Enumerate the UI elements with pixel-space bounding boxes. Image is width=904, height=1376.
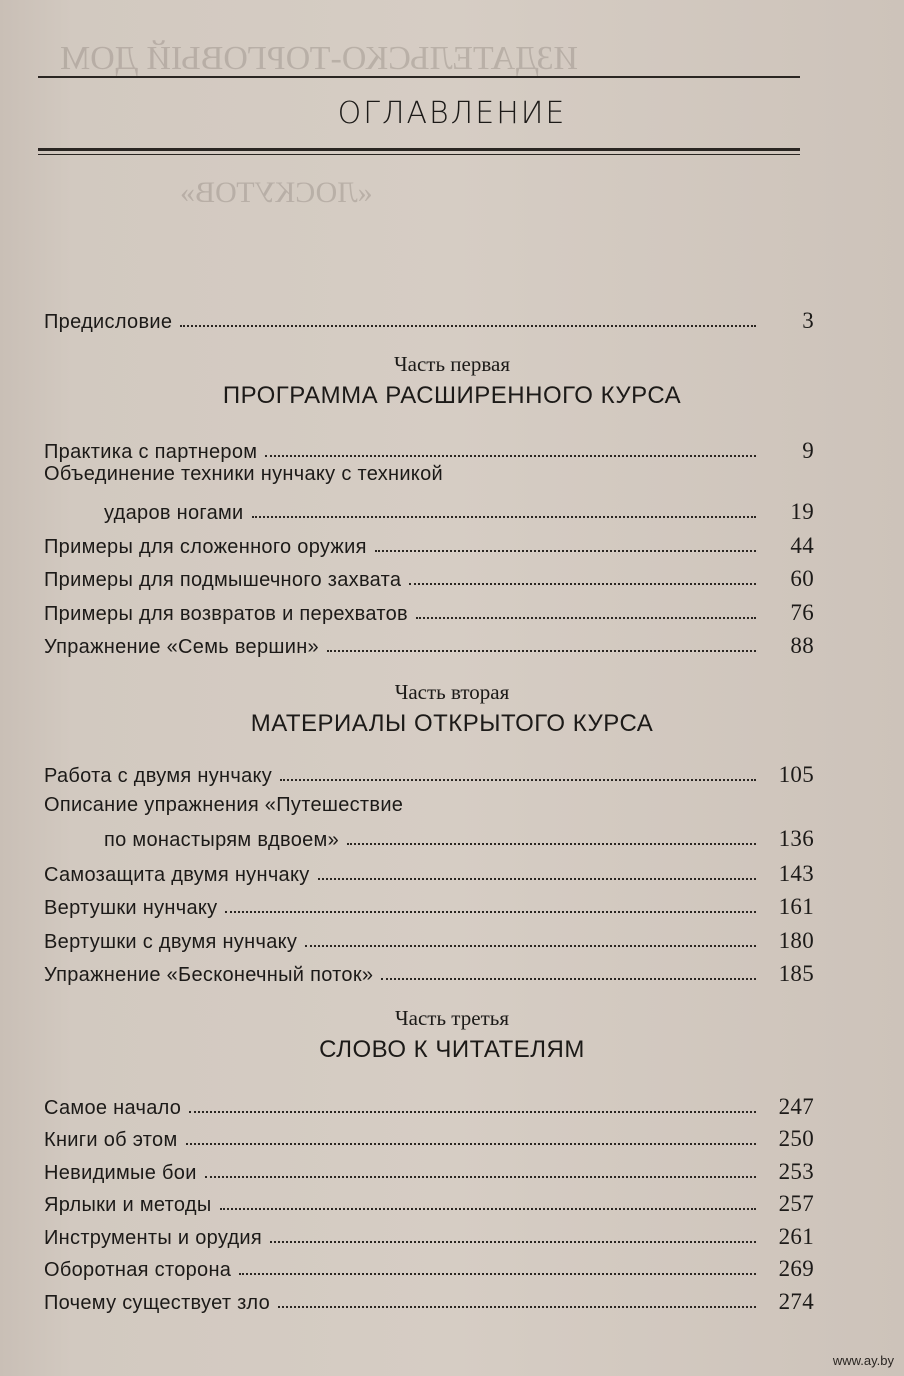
toc-entry-label: Книги об этом xyxy=(44,1129,178,1151)
toc-entry-page: 274 xyxy=(778,1289,814,1314)
dot-leader xyxy=(305,945,756,947)
dot-leader xyxy=(409,583,756,585)
bleed-through-text-2: «ЛОСКУТОВ» xyxy=(180,176,373,209)
dot-leader xyxy=(239,1273,756,1275)
toc-entry[interactable] xyxy=(44,432,814,464)
toc-entry-page: 180 xyxy=(778,928,814,953)
dot-leader xyxy=(225,911,756,913)
toc-entry[interactable] xyxy=(44,888,814,920)
toc-entry-label: Оборотная сторона xyxy=(44,1259,232,1281)
toc-entry[interactable] xyxy=(44,922,814,954)
toc-entry-page: 143 xyxy=(778,861,814,886)
dot-leader xyxy=(265,455,756,457)
dot-leader xyxy=(375,550,756,552)
toc-entry-page: 88 xyxy=(790,633,814,658)
toc-entry[interactable] xyxy=(44,1120,814,1152)
toc-entry-page: 44 xyxy=(790,533,814,558)
toc-entry-page: 250 xyxy=(778,1126,814,1151)
toc-entry[interactable] xyxy=(44,594,814,626)
title-rule-thin xyxy=(38,154,800,155)
part-1-title: ПРОГРАММА РАСШИРЕННОГО КУРСА xyxy=(222,382,682,409)
toc-entry-continuation: ударов ногами xyxy=(104,502,244,524)
toc-entry-label: Упражнение «Бесконечный поток» xyxy=(44,964,374,986)
toc-entry[interactable] xyxy=(104,493,814,525)
dot-leader xyxy=(278,1306,756,1308)
toc-entry-page: 257 xyxy=(778,1191,814,1216)
toc-entry-page: 105 xyxy=(778,762,814,787)
toc-entry-page: 247 xyxy=(778,1094,814,1119)
toc-entry-label: Примеры для сложенного оружия xyxy=(44,536,367,558)
toc-entry-continuation: по монастырям вдвоем» xyxy=(104,829,340,851)
toc-entry-preface[interactable] xyxy=(44,302,814,334)
toc-entry-label: Примеры для подмышечного захвата xyxy=(44,569,402,591)
toc-entry-page: 9 xyxy=(802,438,814,463)
part-3-label: Часть третья xyxy=(395,1006,509,1030)
toc-entry[interactable] xyxy=(44,1218,814,1250)
toc-entry[interactable] xyxy=(44,1250,814,1282)
toc-entry-label: Упражнение «Семь вершин» xyxy=(44,636,319,658)
dot-leader xyxy=(381,978,756,980)
toc-entry-page: 19 xyxy=(790,499,814,524)
toc-entry-page: 185 xyxy=(778,961,814,986)
toc-entry[interactable] xyxy=(44,560,814,592)
part-2-label: Часть вторая xyxy=(394,680,510,704)
toc-entry-page: 3 xyxy=(802,308,814,333)
toc-entry-label: Самозащита двумя нунчаку xyxy=(44,864,310,886)
toc-entry[interactable] xyxy=(44,855,814,887)
dot-leader xyxy=(327,650,756,652)
dot-leader xyxy=(270,1241,756,1243)
toc-entry-page: 76 xyxy=(790,600,814,625)
toc-entry-label: Невидимые бои xyxy=(44,1162,197,1184)
page-title: ОГЛАВЛЕНИЕ xyxy=(337,96,567,131)
toc-entry-page: 261 xyxy=(778,1224,814,1249)
toc-entry[interactable] xyxy=(44,955,814,987)
toc-entry-page: 136 xyxy=(778,826,814,851)
toc-entry-page: 253 xyxy=(778,1159,814,1184)
toc-entry-label: Вертушки нунчаку xyxy=(44,897,218,919)
dot-leader xyxy=(416,617,756,619)
toc-entry-page: 269 xyxy=(778,1256,814,1281)
top-rule xyxy=(38,76,800,78)
toc-entry[interactable] xyxy=(44,756,814,788)
dot-leader xyxy=(186,1143,757,1145)
toc-entry[interactable] xyxy=(44,1185,814,1217)
toc-entry[interactable] xyxy=(44,527,814,559)
toc-entry[interactable] xyxy=(44,627,814,659)
toc-entry-label: Инструменты и орудия xyxy=(44,1227,263,1249)
toc-entry-page: 60 xyxy=(790,566,814,591)
toc-entry[interactable] xyxy=(104,820,814,852)
toc-entry-label-line1: Описание упражнения «Путешествие xyxy=(44,794,404,816)
dot-leader xyxy=(318,878,756,880)
dot-leader xyxy=(180,325,756,327)
watermark: www.ay.by xyxy=(832,1353,894,1368)
toc-entry-label: Вертушки с двумя нунчаку xyxy=(44,931,298,953)
dot-leader xyxy=(347,843,756,845)
toc-entry[interactable] xyxy=(44,1283,814,1315)
toc-entry-label: Работа с двумя нунчаку xyxy=(44,765,273,787)
toc-entry-label: Практика с партнером xyxy=(44,441,258,463)
toc-entry-page: 161 xyxy=(778,894,814,919)
dot-leader xyxy=(189,1111,756,1113)
toc-entry[interactable] xyxy=(44,1088,814,1120)
toc-entry-label: Примеры для возвратов и перехватов xyxy=(44,603,408,625)
toc-entry-label-line1: Объединение техники нунчаку с техникой xyxy=(44,463,443,485)
dot-leader xyxy=(252,516,756,518)
toc-entry-label: Почему существует зло xyxy=(44,1292,271,1314)
toc-entry-label: Самое начало xyxy=(44,1097,182,1119)
dot-leader xyxy=(220,1208,756,1210)
dot-leader xyxy=(280,779,756,781)
part-2-title: МАТЕРИАЛЫ ОТКРЫТОГО КУРСА xyxy=(250,710,654,737)
toc-entry-label: Ярлыки и методы xyxy=(44,1194,212,1216)
title-rule-thick xyxy=(38,148,800,151)
bleed-through-text: ИЗДАТЕЛЬСКО-ТОРГОВЫЙ ДОМ xyxy=(60,40,578,77)
dot-leader xyxy=(205,1176,756,1178)
toc-entry-label: Предисловие xyxy=(44,311,173,333)
part-1-label: Часть первая xyxy=(394,352,510,376)
toc-entry[interactable] xyxy=(44,1153,814,1185)
part-3-title: СЛОВО К ЧИТАТЕЛЯМ xyxy=(319,1036,585,1063)
